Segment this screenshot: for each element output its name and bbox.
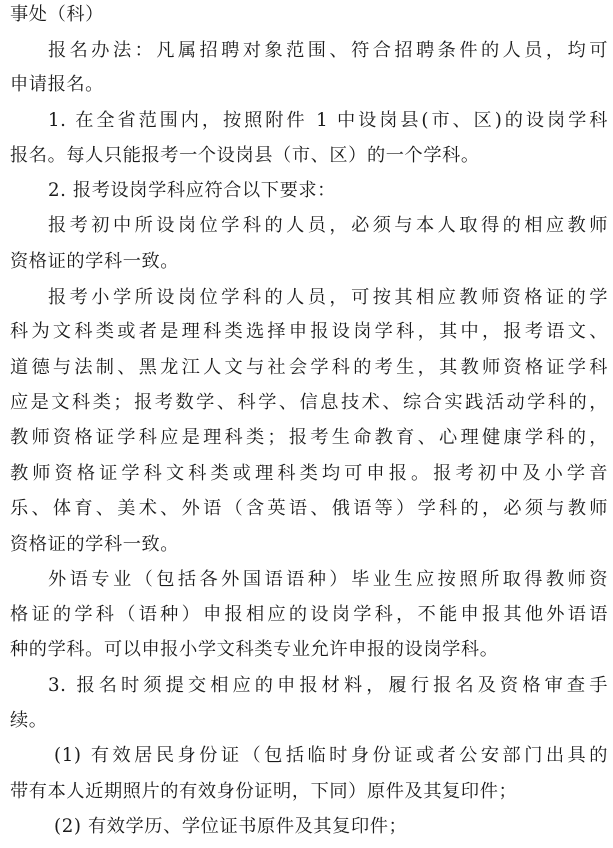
text-line-14: 教师资格证学科文科类或理科类均可申报。报考初中及小学音 <box>10 463 608 484</box>
text-line-11: 道德与法制、黑龙江人文与社会学科的考生，其教师资格证学科 <box>10 357 608 378</box>
text-line-18: 格证的学科（语种）申报相应的设岗学科，不能申报其他外语语 <box>10 604 608 625</box>
text-line-19: 种的学科。可以申报小学文科类专业允许申报的设岗学科。 <box>10 639 499 660</box>
text-line-15: 乐、体育、美术、外语（含英语、俄语等）学科的，必须与教师 <box>10 498 608 519</box>
text-line-5: 报名。每人只能报考一个设岗县（市、区）的一个学科。 <box>10 145 480 166</box>
text-line-16: 资格证的学科一致。 <box>10 534 180 555</box>
text-line-23: 带有本人近期照片的有效身份证明，下同）原件及其复印件； <box>10 781 518 802</box>
text-line-8: 资格证的学科一致。 <box>10 251 180 272</box>
text-line-9: 报考小学所设岗位学科的人员，可按其相应教师资格证的学 <box>48 287 608 308</box>
text-line-4: 1. 在全省范围内，按照附件 1 中设岗县(市、区)的设岗学科 <box>48 110 608 131</box>
text-line-21: 续。 <box>10 710 48 731</box>
text-line-12: 应是文科类；报考数学、科学、信息技术、综合实践活动学科的， <box>10 392 608 413</box>
text-line-13: 教师资格证学科应是理科类；报考生命教育、心理健康学科的， <box>10 427 608 448</box>
text-line-2: 报名办法：凡属招聘对象范围、符合招聘条件的人员，均可 <box>48 40 608 61</box>
text-line-24: (2) 有效学历、学位证书原件及其复印件； <box>54 816 408 837</box>
text-line-6: 2. 报考设岗学科应符合以下要求： <box>48 180 336 201</box>
text-line-10: 科为文科类或者是理科类选择申报设岗学科，其中，报考语文、 <box>10 321 608 342</box>
text-line-17: 外语专业（包括各外国语语种）毕业生应按照所取得教师资 <box>48 569 608 590</box>
text-line-7: 报考初中所设岗位学科的人员，必须与本人取得的相应教师 <box>48 215 608 236</box>
text-line-22: (1) 有效居民身份证（包括临时身份证或者公安部门出具的 <box>54 745 608 766</box>
text-line-20: 3. 报名时须提交相应的申报材料，履行报名及资格审查手 <box>48 675 608 696</box>
text-line-1: 事处（科） <box>10 4 104 25</box>
text-line-3: 申请报名。 <box>10 74 104 95</box>
